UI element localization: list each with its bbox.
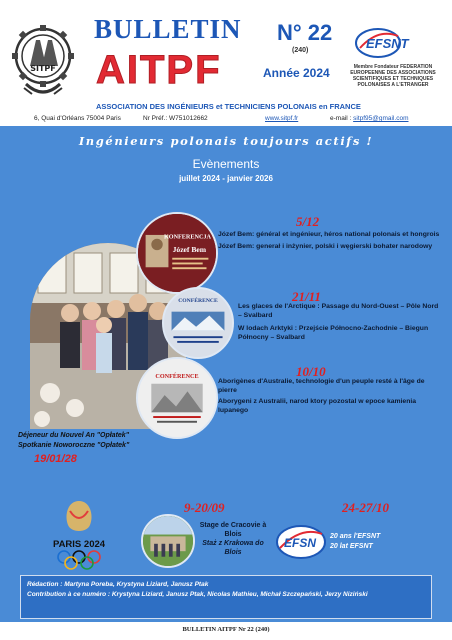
event-2-text-pl: W lodach Arktyki : Przejście Północno-Zachodnie – Biegun Północny – Svalbard [238, 325, 429, 341]
section-dates: juillet 2024 - janvier 2026 [179, 174, 273, 183]
event-3-text-fr: Aborigènes d'Australie, technologie d'un peuple resté à l'âge de pierre [218, 378, 425, 394]
footer: BULLETIN AITPF Nr 22 (240) [182, 626, 270, 633]
stage-text-fr: Stage de Cracovie à Blois [199, 522, 267, 538]
efsnt-subtitle: Membre Fondateur FEDERATION EUROPEENNE DES ASSOCIATIONS SCIENTIFIQUES ET TECHNIQUES POLONAISES A L'ETRANGER [350, 64, 436, 88]
paris-2024-logo [44, 497, 114, 573]
stage-photo [141, 514, 195, 568]
prefecture-number: Nr Préf.: W751012662 [143, 115, 208, 122]
efsnt-anniversary-logo [274, 522, 328, 562]
efsnt-anniversary-text [330, 532, 380, 552]
credits-redaction: Rédaction : Martyna Poreba, Krystyna Liziard, Janusz Ptak [27, 581, 209, 588]
association-name: ASSOCIATION DES INGÉNIEURS et TECHNICIENS POLONAIS en FRANCE [96, 102, 361, 111]
address: 6, Quai d'Orléans 75004 Paris [34, 115, 121, 122]
photo-date: 19/01/28 [34, 453, 77, 465]
paris-2024-text: PARIS 2024 [52, 539, 106, 550]
event-1-text-fr: Józef Bem: général et ingénieur, héros national polonais et hongrois [218, 231, 440, 238]
event-3-text-pl: Aborygeni z Australii, narod ktory pozostal w epoce kamienia lupanego [218, 398, 417, 414]
poster-1-name: Józef Bem [172, 245, 207, 255]
efsnt-logo-text: EFSNT [366, 36, 409, 51]
email-block [330, 115, 409, 122]
event-1-text-pl: Józef Bem: generał i inżynier, polski i węgierski bohater narodowy [218, 243, 433, 250]
stage-date: 9-20/09 [184, 500, 225, 515]
website-link[interactable]: www.sitpf.fr [265, 115, 299, 122]
efsnt-logo-2-text: EFSN [284, 536, 317, 550]
credits-box [20, 575, 432, 619]
aitpf-title: AITPF [96, 48, 222, 92]
event-poster-arctic [162, 287, 234, 359]
photo-caption-fr: Déjeneur du Nouvel An "Opłatek" [18, 432, 130, 439]
efsnt-line-1: 20 ans l'EFSNT [330, 533, 381, 540]
event-3-date: 10/10 [296, 364, 326, 379]
slogan: Ingénieurs polonais toujours actifs ! [78, 134, 374, 148]
logo-letters: SITPF [30, 64, 56, 73]
aitpf-logo [12, 22, 74, 102]
efsnt-logo [354, 26, 428, 60]
bulletin-title: BULLETIN [94, 14, 242, 44]
poster-3-title: CONFÉRENCE [155, 373, 199, 381]
issue-subnumber: (240) [292, 47, 309, 54]
efsnt-line-2: 20 lat EFSNT [330, 543, 373, 550]
stage-text [198, 521, 268, 557]
issue-number: N° 22 [277, 20, 333, 45]
email-label: e-mail : [330, 115, 352, 122]
event-poster-aborigenes [136, 357, 218, 439]
event-1-date: 5/12 [296, 214, 320, 229]
event-poster-bem [136, 212, 218, 294]
stage-text-pl: Staż z Krakowa do Blois [202, 540, 264, 556]
poster-1-title: KONFERENCJA [163, 233, 211, 241]
poster-2-title: CONFÉRENCE [178, 298, 218, 305]
event-2-text-fr: Les glaces de l'Arctique : Passage du Nord-Ouest – Pôle Nord – Svalbard [238, 303, 439, 319]
credits-contribution: Contribution à ce numéro : Krystyna Liziard, Janusz Ptak, Nicolas Mathieu, Michał Szczepański, Jerzy Niziński [27, 591, 368, 598]
photo-caption-pl: Spotkanie Noworoczne "Opłatek" [18, 442, 130, 449]
efsnt-anniversary-date: 24-27/10 [342, 500, 389, 515]
email-link[interactable]: sitpf95@gmail.com [353, 115, 409, 122]
issue-year: Année 2024 [263, 66, 330, 80]
event-2-date: 21/11 [292, 289, 321, 304]
section-title: Evènements [192, 157, 260, 171]
